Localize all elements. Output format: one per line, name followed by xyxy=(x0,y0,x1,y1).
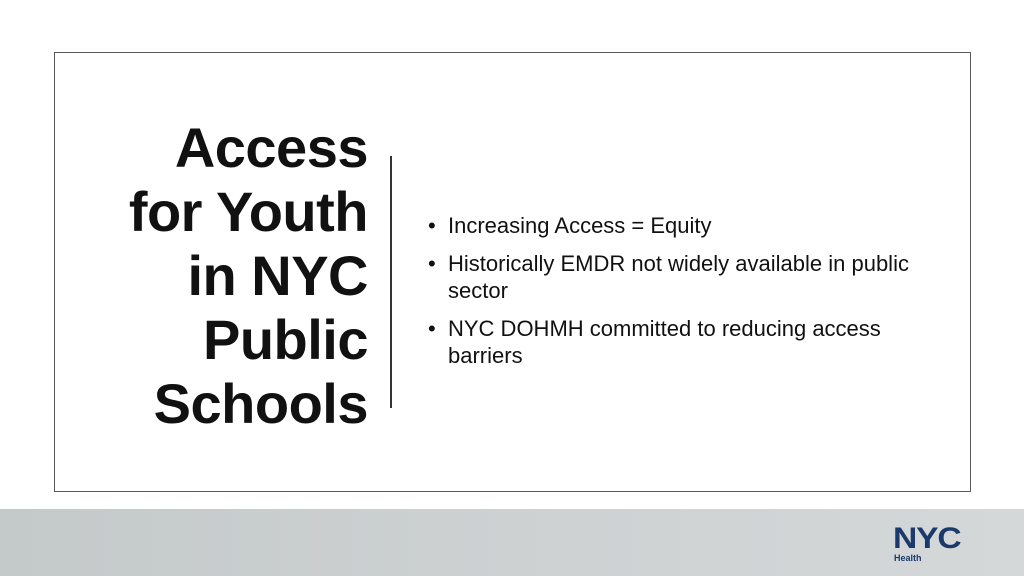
footer-band xyxy=(0,509,1024,576)
bullet-text: Increasing Access = Equity xyxy=(448,213,712,238)
bullet-text: NYC DOHMH committed to reducing access barriers xyxy=(448,316,881,368)
slide-title xyxy=(110,116,368,436)
bullet-icon: • xyxy=(428,316,436,341)
title-line-3: in NYC xyxy=(187,244,368,307)
bullet-icon: • xyxy=(428,213,436,238)
bullet-list xyxy=(428,212,948,380)
logo-wordmark: NYC xyxy=(893,522,961,555)
title-line-2: for Youth xyxy=(128,180,368,243)
title-line-1: Access xyxy=(174,116,368,179)
bullet-icon: • xyxy=(428,251,436,276)
vertical-divider xyxy=(390,156,392,408)
title-line-5: Schools xyxy=(153,372,368,435)
bullet-item xyxy=(428,212,948,239)
title-line-4: Public xyxy=(202,308,368,371)
bullet-text: Historically EMDR not widely available in public sector xyxy=(448,251,909,303)
nyc-health-logo xyxy=(893,524,983,566)
logo-subtitle: Health xyxy=(894,553,922,563)
bullet-item xyxy=(428,315,948,369)
bullet-item xyxy=(428,250,948,304)
